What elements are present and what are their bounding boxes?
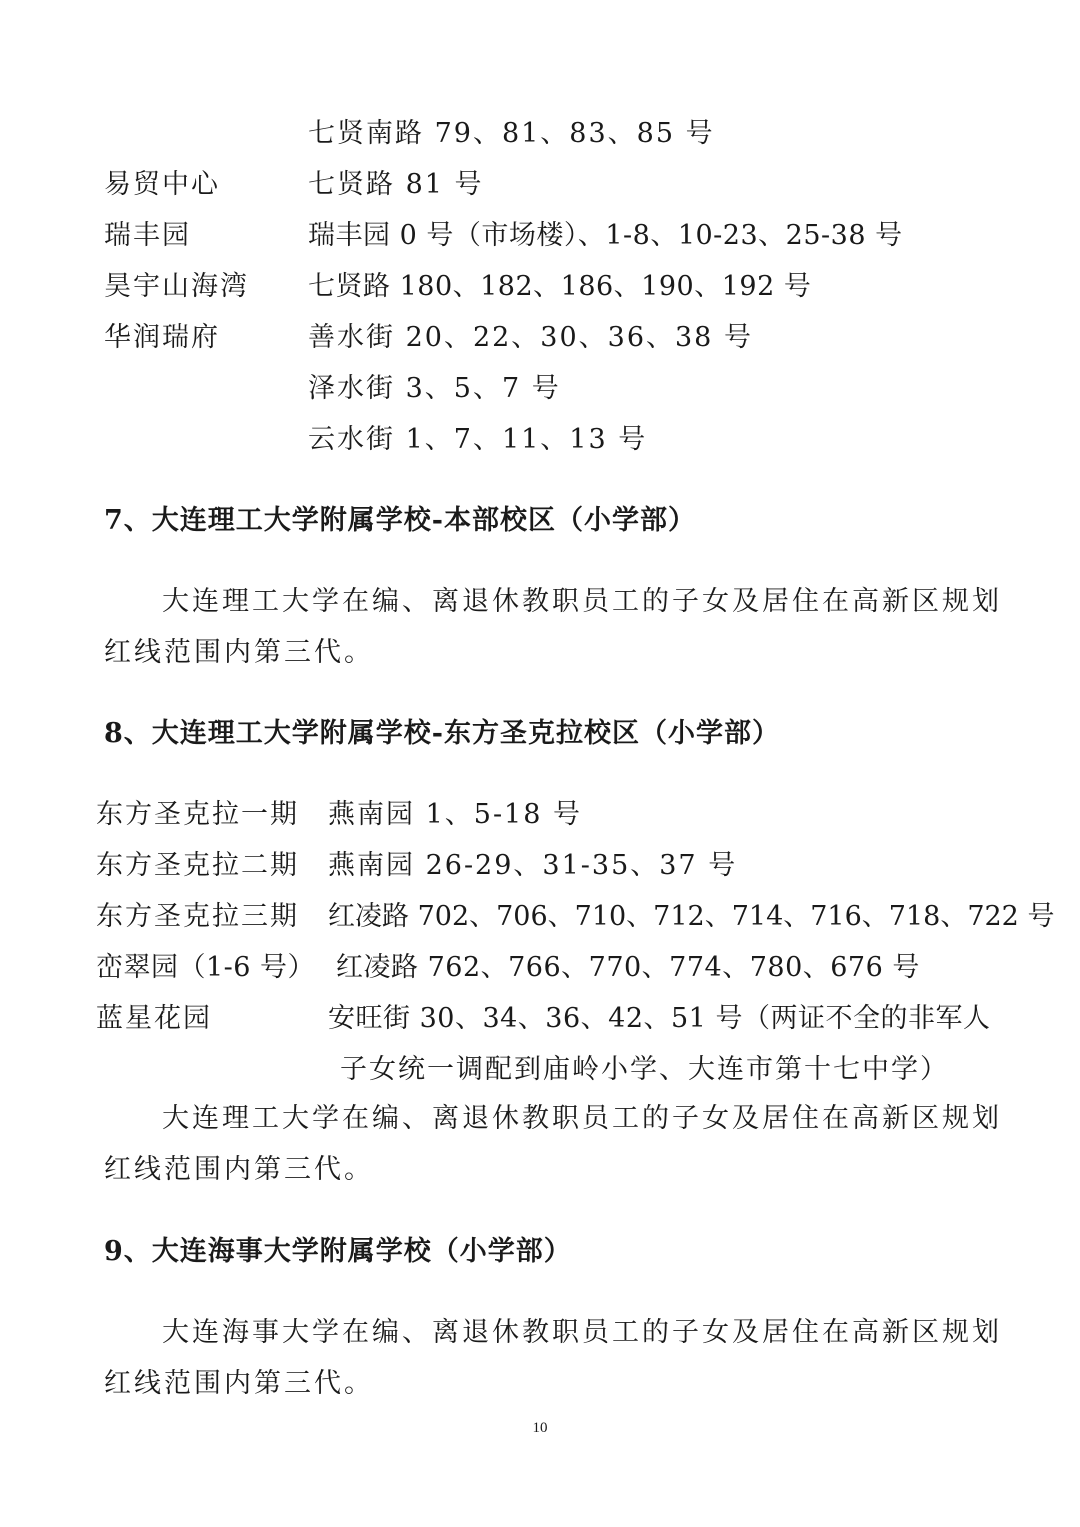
table1-address: 七贤南路 79、81、83、85 号 — [308, 118, 715, 149]
section8-name: 东方圣克拉二期 — [96, 850, 299, 881]
section8-address: 燕南园 1、5-18 号 — [328, 799, 583, 830]
table1-name: 易贸中心 — [104, 169, 220, 200]
table1-name: 华润瑞府 — [104, 322, 220, 353]
table1-address: 泽水街 3、5、7 号 — [308, 373, 561, 404]
section8-address-continuation: 子女统一调配到庙岭小学、大连市第十七中学） — [340, 1054, 949, 1085]
section7-heading: 7、大连理工大学附属学校-本部校区（小学部） — [104, 505, 696, 536]
section8-name: 蓝星花园 — [96, 1003, 212, 1034]
section8-address: 燕南园 26-29、31-35、37 号 — [328, 850, 738, 881]
table1-address: 云水街 1、7、11、13 号 — [308, 424, 648, 455]
table1-name: 瑞丰园 — [104, 220, 191, 251]
section8-name: 东方圣克拉三期 — [96, 901, 299, 932]
table1-address: 瑞丰园 0 号（市场楼）、1-8、10-23、25-38 号 — [308, 220, 903, 251]
section9-paragraph-line2: 红线范围内第三代。 — [104, 1368, 374, 1399]
table1-name: 昊宇山海湾 — [104, 271, 249, 302]
section8-address: 红凌路 762、766、770、774、780、676 号 — [336, 952, 920, 983]
section9-heading: 9、大连海事大学附属学校（小学部） — [104, 1236, 572, 1267]
section7-paragraph-line1: 大连理工大学在编、离退休教职员工的子女及居住在高新区规划 — [162, 586, 1002, 617]
section8-name: 峦翠园（1-6 号） — [96, 952, 316, 983]
section9-paragraph-line1: 大连海事大学在编、离退休教职员工的子女及居住在高新区规划 — [162, 1317, 1002, 1348]
table1-address: 七贤路 180、182、186、190、192 号 — [308, 271, 812, 302]
table1-address: 七贤路 81 号 — [308, 169, 484, 200]
section8-paragraph-line2: 红线范围内第三代。 — [104, 1154, 374, 1185]
section8-paragraph-line1: 大连理工大学在编、离退休教职员工的子女及居住在高新区规划 — [162, 1103, 1002, 1134]
page-number: 10 — [532, 1420, 548, 1436]
section8-name: 东方圣克拉一期 — [96, 799, 299, 830]
section8-address: 红凌路 702、706、710、712、714、716、718、722 号 — [328, 901, 1055, 932]
section8-heading: 8、大连理工大学附属学校-东方圣克拉校区（小学部） — [104, 718, 780, 749]
table1-address: 善水街 20、22、30、36、38 号 — [308, 322, 753, 353]
section8-address: 安旺街 30、34、36、42、51 号（两证不全的非军人 — [328, 1003, 991, 1034]
section7-paragraph-line2: 红线范围内第三代。 — [104, 637, 374, 668]
